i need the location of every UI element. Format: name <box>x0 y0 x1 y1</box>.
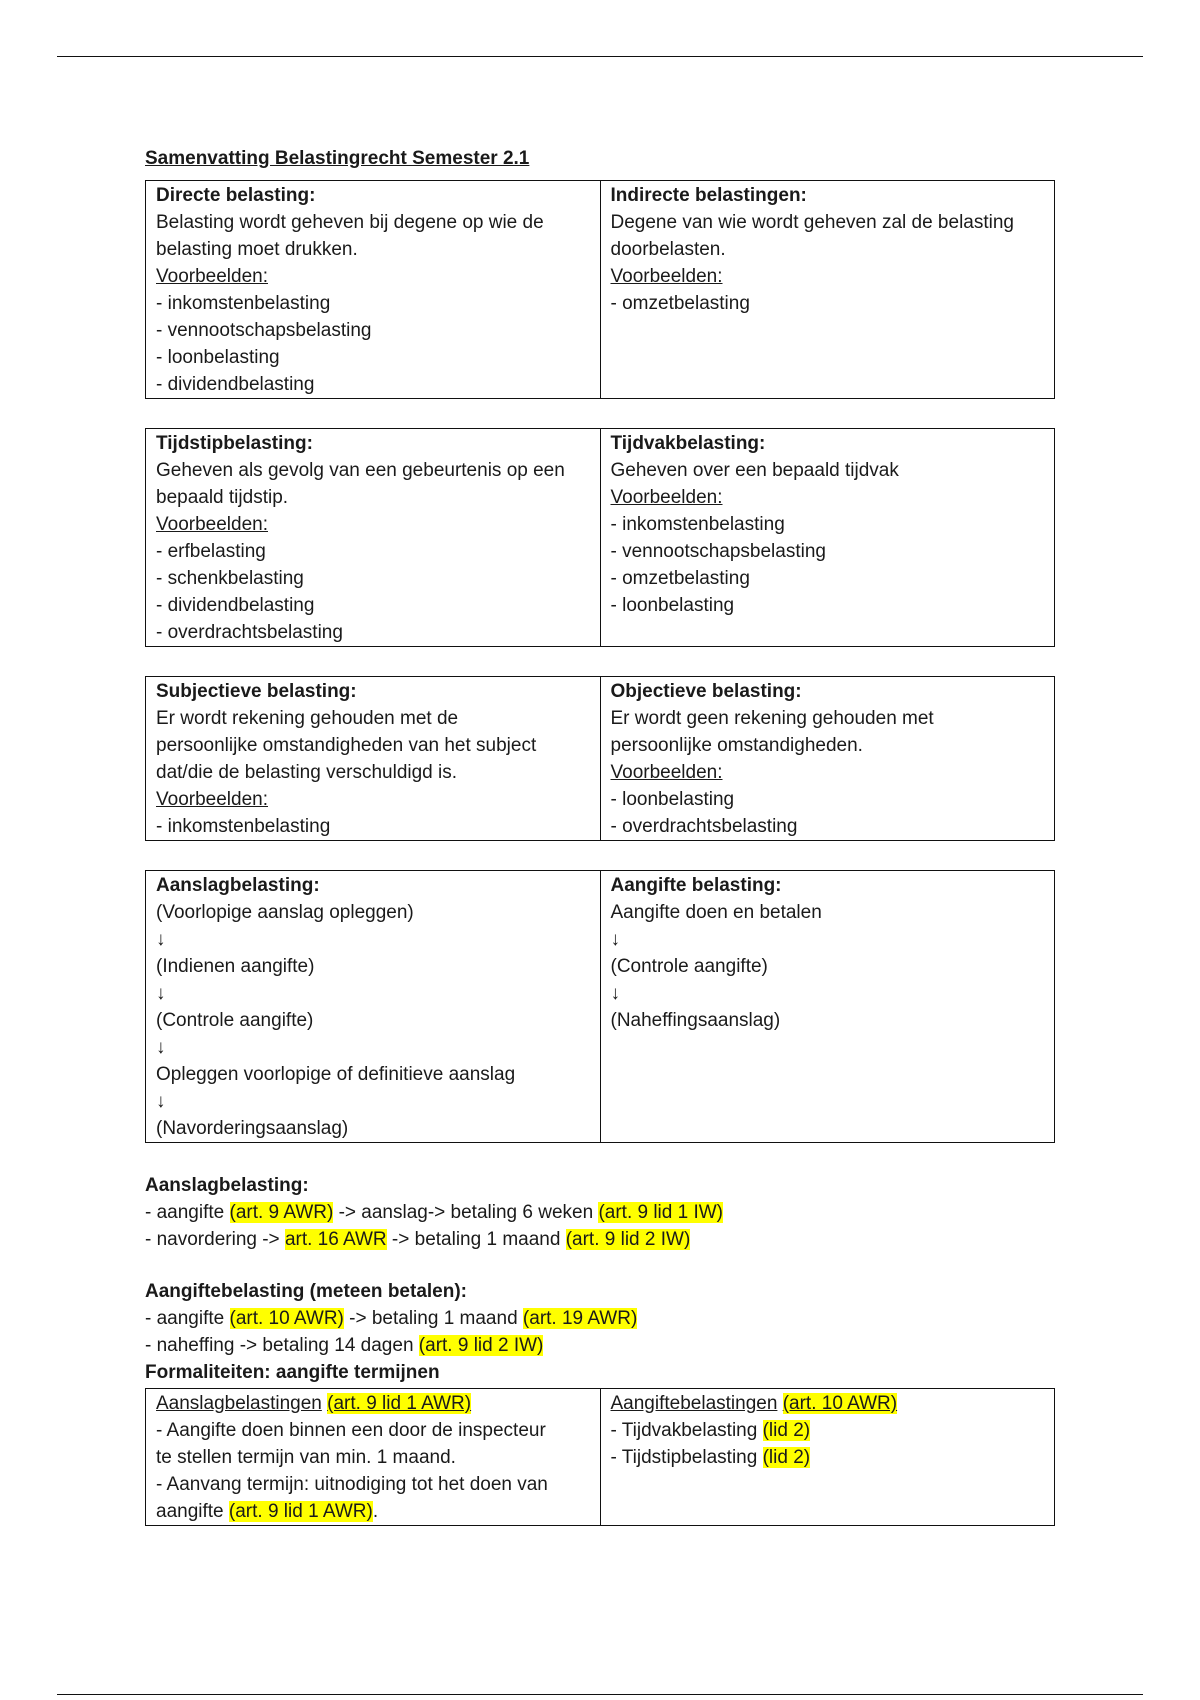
spacer <box>145 1253 1055 1278</box>
cell-desc: persoonlijke omstandigheden van het subject <box>156 735 537 756</box>
section-line <box>145 1199 1055 1226</box>
highlighted-ref: (art. 9 lid 1 AWR) <box>228 1501 373 1522</box>
header-rule <box>57 56 1143 57</box>
cell-desc: doorbelasten. <box>610 239 726 260</box>
table-aangifte-termijnen <box>145 1388 1055 1526</box>
cell-aangiftebelastingen <box>600 1389 1055 1526</box>
cell-heading: Indirecte belastingen: <box>610 185 807 206</box>
text: -> aanslag-> betaling 6 weken <box>333 1202 599 1223</box>
flow-step: (Controle aangifte) <box>156 1010 314 1031</box>
cell-heading: Tijdstipbelasting: <box>156 433 313 454</box>
cell-heading: Directe belasting: <box>156 185 316 206</box>
cell-heading: Objectieve belasting: <box>610 681 802 702</box>
text: - Tijdvakbelasting <box>610 1420 763 1441</box>
section-aangiftebelasting <box>145 1278 1055 1386</box>
list-item <box>611 1417 1045 1444</box>
cell-aanslagbelastingen <box>146 1389 601 1526</box>
cell-tijdstipbelasting <box>146 429 601 647</box>
cell-desc: Degene van wie wordt geheven zal de belasting <box>610 212 1014 233</box>
examples-label: Voorbeelden: <box>610 762 723 783</box>
cell-desc: - Aanvang termijn: uitnodiging tot het doen van <box>156 1474 548 1495</box>
cell-desc: Belasting wordt geheven bij degene op wie de <box>156 212 544 233</box>
cell-aangifte-belasting-flow <box>600 871 1055 1143</box>
cell-heading: Subjectieve belasting: <box>156 681 357 702</box>
examples-label: Voorbeelden: <box>156 789 268 810</box>
flow-step: (Naheffingsaanslag) <box>610 1010 781 1031</box>
highlighted-ref: (art. 9 lid 1 AWR) <box>327 1393 472 1414</box>
text: . <box>372 1501 379 1522</box>
section-title: Aangiftebelasting (meteen betalen): <box>145 1281 467 1302</box>
down-arrow-icon: ↓ <box>610 929 620 950</box>
highlighted-ref: (art. 9 AWR) <box>229 1202 334 1223</box>
cell-desc: Er wordt rekening gehouden met de <box>156 708 459 729</box>
section-title: Aanslagbelasting: <box>145 1175 309 1196</box>
down-arrow-icon: ↓ <box>156 1091 166 1112</box>
list-item: - loonbelasting <box>610 595 735 616</box>
examples-label: Voorbeelden: <box>156 266 268 287</box>
cell-desc: Geheven over een bepaald tijdvak <box>610 460 899 481</box>
down-arrow-icon: ↓ <box>156 929 166 950</box>
examples-label: Voorbeelden: <box>156 514 268 535</box>
highlighted-ref: art. 16 AWR <box>284 1229 387 1250</box>
cell-heading-text: Aangiftebelastingen <box>610 1393 778 1414</box>
table-direct-indirect <box>145 180 1055 399</box>
table-subjectief-objectief <box>145 676 1055 841</box>
cell-objectieve-belasting <box>600 677 1055 841</box>
cell-desc: - Aangifte doen binnen een door de inspecteur <box>156 1420 546 1441</box>
highlighted-ref: (art. 9 lid 2 IW) <box>565 1229 691 1250</box>
list-item: - vennootschapsbelasting <box>610 541 826 562</box>
highlighted-ref: (art. 9 lid 1 IW) <box>598 1202 724 1223</box>
cell-indirecte-belastingen <box>600 181 1055 399</box>
down-arrow-icon: ↓ <box>610 983 620 1004</box>
flow-step: Aangifte doen en betalen <box>610 902 822 923</box>
cell-aanslagbelasting-flow <box>146 871 601 1143</box>
text: - navordering -> <box>145 1229 285 1250</box>
flow-step: (Indienen aangifte) <box>156 956 315 977</box>
text: - naheffing -> betaling 14 dagen <box>145 1335 419 1356</box>
table-tijdstip-tijdvak <box>145 428 1055 647</box>
highlighted-ref: (art. 19 AWR) <box>522 1308 638 1329</box>
text: - aangifte <box>145 1202 230 1223</box>
examples-label: Voorbeelden: <box>610 487 723 508</box>
list-item: - erfbelasting <box>156 541 266 562</box>
down-arrow-icon: ↓ <box>156 983 166 1004</box>
cell-desc: belasting moet drukken. <box>156 239 358 260</box>
list-item: - omzetbelasting <box>610 568 750 589</box>
cell-heading: Aangifte belasting: <box>610 875 782 896</box>
list-item: - inkomstenbelasting <box>156 816 331 837</box>
section-line <box>145 1226 1055 1253</box>
footer-rule <box>57 1694 1143 1695</box>
text: aangifte <box>156 1501 229 1522</box>
cell-desc: dat/die de belasting verschuldigd is. <box>156 762 458 783</box>
table-aanslag-aangifte-flow <box>145 870 1055 1143</box>
cell-desc: Geheven als gevolg van een gebeurtenis op een <box>156 460 565 481</box>
section-line <box>145 1305 1055 1332</box>
cell-desc <box>156 1498 590 1525</box>
cell-desc: bepaald tijdstip. <box>156 487 289 508</box>
list-item: - dividendbelasting <box>156 595 315 616</box>
cell-tijdvakbelasting <box>600 429 1055 647</box>
list-item: - vennootschapsbelasting <box>156 320 372 341</box>
cell-desc: Er wordt geen rekening gehouden met <box>610 708 934 729</box>
flow-step: (Voorlopige aanslag opleggen) <box>156 902 414 923</box>
document-body <box>145 140 1055 1555</box>
highlighted-ref: (art. 10 AWR) <box>782 1393 898 1414</box>
examples-label: Voorbeelden: <box>610 266 723 287</box>
cell-desc: persoonlijke omstandigheden. <box>610 735 863 756</box>
text: -> betaling 1 maand <box>343 1308 523 1329</box>
list-item <box>611 1444 1045 1471</box>
section-aanslagbelasting <box>145 1172 1055 1253</box>
list-item: - overdrachtsbelasting <box>156 622 343 643</box>
highlighted-ref: (art. 10 AWR) <box>229 1308 344 1329</box>
page-title: Samenvatting Belastingrecht Semester 2.1 <box>145 148 530 169</box>
cell-heading <box>156 1390 590 1417</box>
flow-step: (Controle aangifte) <box>610 956 768 977</box>
list-item: - schenkbelasting <box>156 568 304 589</box>
list-item: - inkomstenbelasting <box>156 293 331 314</box>
list-item: - overdrachtsbelasting <box>610 816 798 837</box>
section-title: Formaliteiten: aangifte termijnen <box>145 1362 440 1383</box>
section-line <box>145 1332 1055 1359</box>
text: -> betaling 1 maand <box>386 1229 566 1250</box>
list-item: - dividendbelasting <box>156 374 315 395</box>
list-item: - loonbelasting <box>610 789 735 810</box>
cell-subjectieve-belasting <box>146 677 601 841</box>
highlighted-ref: (lid 2) <box>762 1420 811 1441</box>
highlighted-ref: (lid 2) <box>762 1447 811 1468</box>
list-item: - loonbelasting <box>156 347 280 368</box>
list-item: - omzetbelasting <box>610 293 750 314</box>
cell-heading: Tijdvakbelasting: <box>610 433 766 454</box>
down-arrow-icon: ↓ <box>156 1037 166 1058</box>
cell-heading <box>611 1390 1045 1417</box>
text: - aangifte <box>145 1308 230 1329</box>
cell-directe-belasting <box>146 181 601 399</box>
flow-step: (Navorderingsaanslag) <box>156 1118 349 1139</box>
cell-desc: te stellen termijn van min. 1 maand. <box>156 1447 456 1468</box>
cell-heading-text: Aanslagbelastingen <box>156 1393 322 1414</box>
highlighted-ref: (art. 9 lid 2 IW) <box>418 1335 544 1356</box>
flow-step: Opleggen voorlopige of definitieve aanslag <box>156 1064 516 1085</box>
text: - Tijdstipbelasting <box>610 1447 763 1468</box>
cell-heading: Aanslagbelasting: <box>156 875 320 896</box>
list-item: - inkomstenbelasting <box>610 514 785 535</box>
